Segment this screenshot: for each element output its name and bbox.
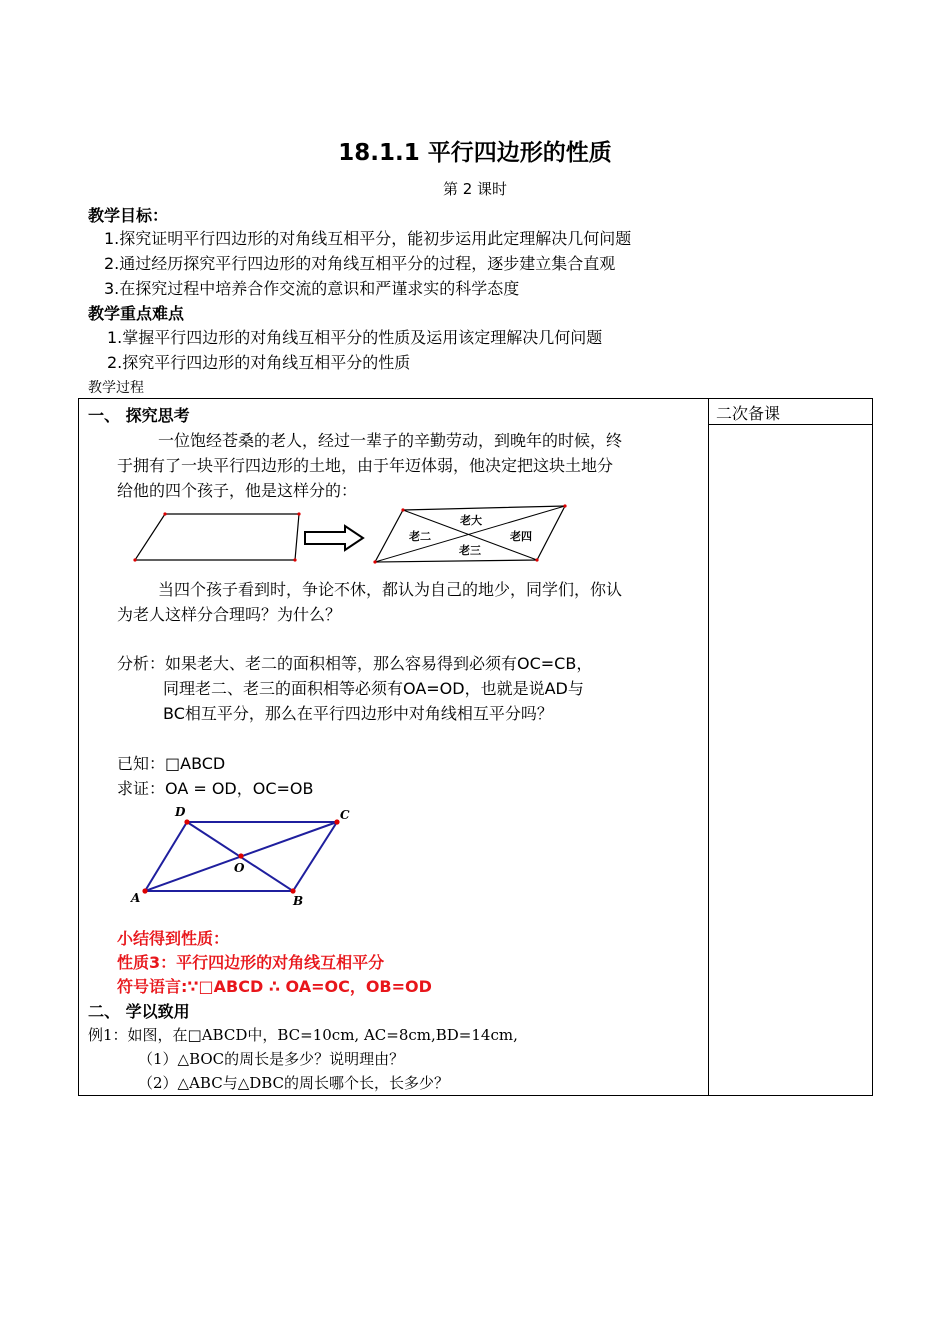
example-1-statement: 例1：如图，在□ABCD中，BC=10cm, AC=8cm,BD=14cm,: [88, 1026, 518, 1044]
point-d: [184, 819, 189, 824]
objective-item-2: 2.通过经历探究平行四边形的对角线互相平分的过程，逐步建立集合直观: [104, 254, 616, 273]
vertex-dot: [535, 558, 538, 561]
point-b: [290, 888, 295, 893]
summary-line-1: 小结得到性质：: [117, 929, 230, 948]
arrow-icon: [305, 526, 363, 550]
story-line-1: 一位饱经苍桑的老人，经过一辈子的辛勤劳动，到晚年的时候，终: [158, 431, 623, 450]
objectives-heading: 教学目标：: [88, 206, 169, 225]
question-line-1: 当四个孩子看到时，争论不休，都认为自己的地少，同学们，你认: [158, 580, 623, 599]
label-second: 老二: [409, 530, 431, 543]
side-header-divider: [708, 424, 873, 425]
lesson-number: 第 2 课时: [442, 180, 508, 198]
label-o: O: [234, 861, 245, 875]
vertex-dot: [563, 504, 566, 507]
analysis-line-3: BC相互平分，那么在平行四边形中对角线相互平分吗？: [163, 704, 553, 723]
analysis-line-1: 分析：如果老大、老二的面积相等，那么容易得到必须有OC=CB，: [117, 654, 593, 673]
given-statement: 已知：□ABCD: [117, 754, 226, 773]
point-c: [334, 819, 339, 824]
label-eldest: 老大: [460, 514, 482, 527]
prove-statement: 求证：OA = OD，OC=OB: [117, 779, 314, 798]
label-fourth: 老四: [510, 530, 532, 543]
analysis-line-2: 同理老二、老三的面积相等必须有OA=OD，也就是说AD与: [163, 679, 584, 698]
objective-item-3: 3.在探究过程中培养合作交流的意识和严谨求实的科学态度: [104, 279, 520, 298]
example-question-2: （2）△ABC与△DBC的周长哪个长，长多少？: [138, 1074, 450, 1092]
point-o: [238, 853, 243, 858]
section1-heading: 一、 探究思考: [88, 406, 190, 425]
column-divider: [708, 398, 709, 1096]
label-a: A: [131, 891, 141, 905]
summary-symbolic: 符号语言:∵□ABCD ∴ OA=OC，OB=OD: [117, 977, 432, 996]
key-points-heading: 教学重点难点: [88, 304, 185, 323]
vertex-dot: [163, 512, 166, 515]
vertex-dot: [293, 558, 296, 561]
land-division-figure: [125, 500, 585, 570]
plain-parallelogram: [135, 514, 299, 560]
label-b: B: [293, 894, 304, 908]
objective-item-1: 1.探究证明平行四边形的对角线互相平分，能初步运用此定理解决几何问题: [104, 229, 632, 248]
key-point-item-1: 1.掌握平行四边形的对角线互相平分的性质及运用该定理解决几何问题: [107, 328, 603, 347]
summary-property: 性质3：平行四边形的对角线互相平分: [117, 953, 385, 972]
process-label: 教学过程: [88, 380, 144, 396]
point-a: [142, 888, 147, 893]
story-line-2: 于拥有了一块平行四边形的土地，由于年迈体弱，他决定把这块土地分: [117, 456, 614, 475]
parallelogram-abcd-diagram: [125, 800, 355, 910]
label-c: C: [340, 808, 350, 822]
vertex-dot: [133, 558, 136, 561]
page-title: 18.1.1 平行四边形的性质: [338, 140, 612, 166]
section2-heading: 二、 学以致用: [88, 1002, 190, 1021]
vertex-dot: [401, 508, 404, 511]
question-line-2: 为老人这样分合理吗？为什么？: [117, 605, 342, 624]
story-line-3: 给他的四个孩子，他是这样分的：: [117, 481, 358, 500]
label-third: 老三: [459, 544, 481, 557]
label-d: D: [175, 805, 186, 819]
vertex-dot: [297, 512, 300, 515]
side-column-header: 二次备课: [716, 404, 781, 423]
vertex-dot: [373, 560, 376, 563]
example-question-1: （1）△BOC的周长是多少？说明理由？: [138, 1050, 405, 1068]
key-point-item-2: 2.探究平行四边形的对角线互相平分的性质: [107, 353, 411, 372]
